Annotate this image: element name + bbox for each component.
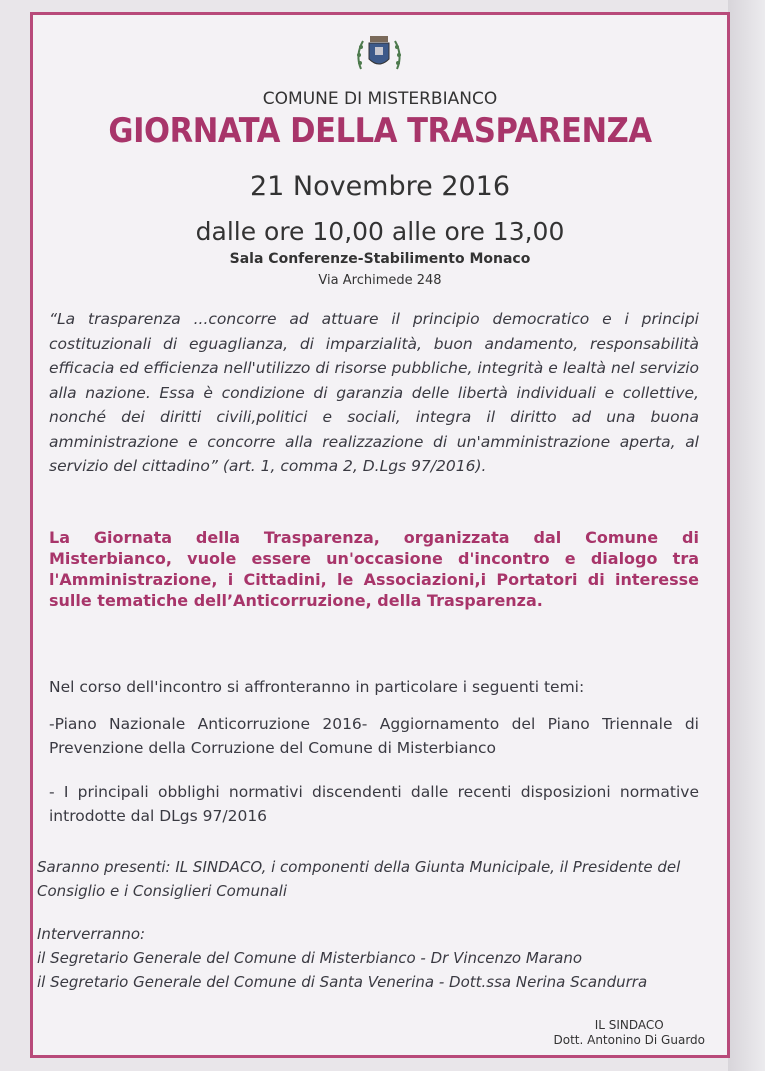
event-date: 21 Novembre 2016	[249, 171, 511, 202]
comune-heading: COMUNE DI MISTERBIANCO	[262, 89, 498, 109]
speakers-label: Interverranno:	[37, 925, 146, 943]
event-time: dalle ore 10,00 alle ore 13,00	[195, 217, 565, 246]
event-venue: Sala Conferenze-Stabilimento Monaco	[229, 251, 531, 267]
topic-item: -Piano Nazionale Anticorruzione 2016- Aggiornamento del Piano Triennale di Prevenzione della Corruzione del Comune di Misterbianco	[49, 715, 699, 757]
signature-role: IL SINDACO	[594, 1018, 664, 1032]
signature-name: Dott. Antonino Di Guardo	[553, 1033, 705, 1047]
poster-edge-shadow	[728, 0, 765, 1071]
signature-block	[553, 1018, 705, 1048]
municipal-crest-icon	[353, 33, 405, 77]
event-title: GIORNATA DELLA TRASPARENZA	[108, 111, 652, 151]
topics-intro: Nel corso dell'incontro si affronteranno in particolare i seguenti temi:	[49, 678, 585, 696]
attendees-text: Saranno presenti: IL SINDACO, i componenti della Giunta Municipale, il Presidente del Consiglio e i Consiglieri Comunali	[37, 858, 681, 900]
law-quote: “La trasparenza ...concorre ad attuare il principio democratico e i principi costituzionali di eguaglianza, di imparzialità, buon andamento, responsabilità efficacia ed efficienza nell'utilizzo di risorse pubbliche, integrità e lealtà nel servizio alla nazione. Essa è condizione di garanzia delle libertà individuali e collettive, nonché dei diritti civili,politici e sociali, integra il diritto ad una buona amministrazione e concorre alla realizzazione di un'amministrazione aperta, al servizio del cittadino” (art. 1, comma 2, D.Lgs 97/2016).	[49, 310, 699, 475]
event-address: Via Archimede 248	[318, 273, 442, 288]
poster	[30, 12, 730, 1058]
topic-item: - I principali obblighi normativi discendenti dalle recenti disposizioni normative introdotte dal DLgs 97/2016	[49, 783, 699, 825]
speaker-item: il Segretario Generale del Comune di Misterbianco - Dr Vincenzo Marano	[37, 949, 583, 967]
speaker-item: il Segretario Generale del Comune di Santa Venerina - Dott.ssa Nerina Scandurra	[37, 973, 648, 991]
speakers-section	[37, 922, 699, 994]
event-description: La Giornata della Trasparenza, organizzata dal Comune di Misterbianco, vuole essere un'occasione d'incontro e dialogo tra l'Amministrazione, i Cittadini, le Associazioni,i Portatori di interesse sulle tematiche dell’Anticorruzione, della Trasparenza.	[49, 528, 699, 610]
